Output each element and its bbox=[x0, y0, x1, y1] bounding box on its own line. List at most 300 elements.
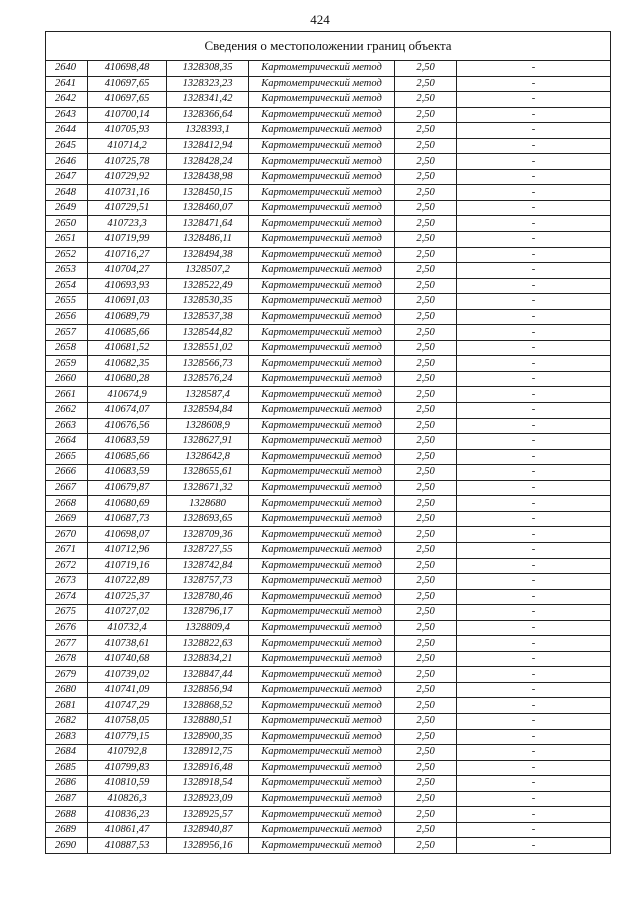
point-number-cell: 2667 bbox=[46, 480, 88, 496]
point-number-cell: 2644 bbox=[46, 123, 88, 139]
accuracy-cell: 2,50 bbox=[395, 325, 457, 341]
accuracy-cell: 2,50 bbox=[395, 511, 457, 527]
method-cell: Картометрический метод bbox=[249, 387, 395, 403]
method-cell: Картометрический метод bbox=[249, 434, 395, 450]
x-coordinate-cell: 410731,16 bbox=[88, 185, 167, 201]
description-cell: - bbox=[457, 123, 611, 139]
y-coordinate-cell: 1328757,73 bbox=[167, 574, 249, 590]
x-coordinate-cell: 410719,16 bbox=[88, 558, 167, 574]
accuracy-cell: 2,50 bbox=[395, 527, 457, 543]
method-cell: Картометрический метод bbox=[249, 760, 395, 776]
x-coordinate-cell: 410799,83 bbox=[88, 760, 167, 776]
y-coordinate-cell: 1328341,42 bbox=[167, 92, 249, 108]
y-coordinate-cell: 1328925,57 bbox=[167, 807, 249, 823]
x-coordinate-cell: 410679,87 bbox=[88, 480, 167, 496]
x-coordinate-cell: 410676,56 bbox=[88, 418, 167, 434]
table-row bbox=[46, 667, 611, 683]
y-coordinate-cell: 1328822,63 bbox=[167, 636, 249, 652]
x-coordinate-cell: 410698,07 bbox=[88, 527, 167, 543]
accuracy-cell: 2,50 bbox=[395, 403, 457, 419]
accuracy-cell: 2,50 bbox=[395, 667, 457, 683]
table-row bbox=[46, 138, 611, 154]
description-cell: - bbox=[457, 496, 611, 512]
x-coordinate-cell: 410792,8 bbox=[88, 745, 167, 761]
accuracy-cell: 2,50 bbox=[395, 620, 457, 636]
accuracy-cell: 2,50 bbox=[395, 371, 457, 387]
point-number-cell: 2669 bbox=[46, 511, 88, 527]
boundary-coordinates-table bbox=[45, 31, 611, 854]
table-row bbox=[46, 465, 611, 481]
x-coordinate-cell: 410741,09 bbox=[88, 682, 167, 698]
x-coordinate-cell: 410887,53 bbox=[88, 838, 167, 854]
method-cell: Картометрический метод bbox=[249, 636, 395, 652]
method-cell: Картометрический метод bbox=[249, 791, 395, 807]
method-cell: Картометрический метод bbox=[249, 822, 395, 838]
point-number-cell: 2685 bbox=[46, 760, 88, 776]
accuracy-cell: 2,50 bbox=[395, 465, 457, 481]
method-cell: Картометрический метод bbox=[249, 371, 395, 387]
x-coordinate-cell: 410683,59 bbox=[88, 465, 167, 481]
accuracy-cell: 2,50 bbox=[395, 154, 457, 170]
x-coordinate-cell: 410674,9 bbox=[88, 387, 167, 403]
y-coordinate-cell: 1328308,35 bbox=[167, 61, 249, 77]
y-coordinate-cell: 1328438,98 bbox=[167, 169, 249, 185]
table-row bbox=[46, 651, 611, 667]
description-cell: - bbox=[457, 449, 611, 465]
method-cell: Картометрический метод bbox=[249, 667, 395, 683]
method-cell: Картометрический метод bbox=[249, 263, 395, 279]
point-number-cell: 2674 bbox=[46, 589, 88, 605]
description-cell: - bbox=[457, 138, 611, 154]
description-cell: - bbox=[457, 169, 611, 185]
accuracy-cell: 2,50 bbox=[395, 61, 457, 77]
x-coordinate-cell: 410732,4 bbox=[88, 620, 167, 636]
method-cell: Картометрический метод bbox=[249, 745, 395, 761]
method-cell: Картометрический метод bbox=[249, 480, 395, 496]
description-cell: - bbox=[457, 558, 611, 574]
point-number-cell: 2649 bbox=[46, 200, 88, 216]
method-cell: Картометрический метод bbox=[249, 589, 395, 605]
description-cell: - bbox=[457, 589, 611, 605]
description-cell: - bbox=[457, 76, 611, 92]
method-cell: Картометрический метод bbox=[249, 107, 395, 123]
y-coordinate-cell: 1328912,75 bbox=[167, 745, 249, 761]
x-coordinate-cell: 410691,03 bbox=[88, 294, 167, 310]
y-coordinate-cell: 1328880,51 bbox=[167, 713, 249, 729]
y-coordinate-cell: 1328796,17 bbox=[167, 605, 249, 621]
accuracy-cell: 2,50 bbox=[395, 496, 457, 512]
x-coordinate-cell: 410716,27 bbox=[88, 247, 167, 263]
method-cell: Картометрический метод bbox=[249, 61, 395, 77]
y-coordinate-cell: 1328900,35 bbox=[167, 729, 249, 745]
method-cell: Картометрический метод bbox=[249, 138, 395, 154]
accuracy-cell: 2,50 bbox=[395, 791, 457, 807]
method-cell: Картометрический метод bbox=[249, 232, 395, 248]
method-cell: Картометрический метод bbox=[249, 496, 395, 512]
table-row bbox=[46, 838, 611, 854]
table-row bbox=[46, 294, 611, 310]
accuracy-cell: 2,50 bbox=[395, 294, 457, 310]
description-cell: - bbox=[457, 92, 611, 108]
x-coordinate-cell: 410681,52 bbox=[88, 340, 167, 356]
x-coordinate-cell: 410719,99 bbox=[88, 232, 167, 248]
method-cell: Картометрический метод bbox=[249, 309, 395, 325]
x-coordinate-cell: 410682,35 bbox=[88, 356, 167, 372]
method-cell: Картометрический метод bbox=[249, 838, 395, 854]
y-coordinate-cell: 1328587,4 bbox=[167, 387, 249, 403]
description-cell: - bbox=[457, 807, 611, 823]
table-row bbox=[46, 605, 611, 621]
y-coordinate-cell: 1328680 bbox=[167, 496, 249, 512]
method-cell: Картометрический метод bbox=[249, 418, 395, 434]
description-cell: - bbox=[457, 263, 611, 279]
accuracy-cell: 2,50 bbox=[395, 449, 457, 465]
accuracy-cell: 2,50 bbox=[395, 92, 457, 108]
accuracy-cell: 2,50 bbox=[395, 76, 457, 92]
point-number-cell: 2657 bbox=[46, 325, 88, 341]
accuracy-cell: 2,50 bbox=[395, 776, 457, 792]
y-coordinate-cell: 1328576,24 bbox=[167, 371, 249, 387]
accuracy-cell: 2,50 bbox=[395, 589, 457, 605]
table-row bbox=[46, 154, 611, 170]
table-row bbox=[46, 325, 611, 341]
description-cell: - bbox=[457, 527, 611, 543]
method-cell: Картометрический метод bbox=[249, 605, 395, 621]
description-cell: - bbox=[457, 294, 611, 310]
x-coordinate-cell: 410704,27 bbox=[88, 263, 167, 279]
point-number-cell: 2677 bbox=[46, 636, 88, 652]
description-cell: - bbox=[457, 371, 611, 387]
y-coordinate-cell: 1328868,52 bbox=[167, 698, 249, 714]
method-cell: Картометрический метод bbox=[249, 278, 395, 294]
table-row bbox=[46, 92, 611, 108]
table-row bbox=[46, 76, 611, 92]
y-coordinate-cell: 1328544,82 bbox=[167, 325, 249, 341]
accuracy-cell: 2,50 bbox=[395, 138, 457, 154]
point-number-cell: 2641 bbox=[46, 76, 88, 92]
table-row bbox=[46, 574, 611, 590]
description-cell: - bbox=[457, 698, 611, 714]
point-number-cell: 2653 bbox=[46, 263, 88, 279]
description-cell: - bbox=[457, 605, 611, 621]
point-number-cell: 2643 bbox=[46, 107, 88, 123]
method-cell: Картометрический метод bbox=[249, 465, 395, 481]
point-number-cell: 2688 bbox=[46, 807, 88, 823]
x-coordinate-cell: 410689,79 bbox=[88, 309, 167, 325]
table-row bbox=[46, 387, 611, 403]
accuracy-cell: 2,50 bbox=[395, 434, 457, 450]
x-coordinate-cell: 410739,02 bbox=[88, 667, 167, 683]
y-coordinate-cell: 1328847,44 bbox=[167, 667, 249, 683]
point-number-cell: 2687 bbox=[46, 791, 88, 807]
method-cell: Картометрический метод bbox=[249, 776, 395, 792]
accuracy-cell: 2,50 bbox=[395, 263, 457, 279]
point-number-cell: 2647 bbox=[46, 169, 88, 185]
x-coordinate-cell: 410680,28 bbox=[88, 371, 167, 387]
description-cell: - bbox=[457, 729, 611, 745]
accuracy-cell: 2,50 bbox=[395, 216, 457, 232]
accuracy-cell: 2,50 bbox=[395, 713, 457, 729]
point-number-cell: 2660 bbox=[46, 371, 88, 387]
table-row bbox=[46, 200, 611, 216]
point-number-cell: 2670 bbox=[46, 527, 88, 543]
accuracy-cell: 2,50 bbox=[395, 169, 457, 185]
description-cell: - bbox=[457, 682, 611, 698]
description-cell: - bbox=[457, 418, 611, 434]
method-cell: Картометрический метод bbox=[249, 574, 395, 590]
y-coordinate-cell: 1328627,91 bbox=[167, 434, 249, 450]
accuracy-cell: 2,50 bbox=[395, 418, 457, 434]
table-row bbox=[46, 247, 611, 263]
table-row bbox=[46, 791, 611, 807]
y-coordinate-cell: 1328856,94 bbox=[167, 682, 249, 698]
x-coordinate-cell: 410740,68 bbox=[88, 651, 167, 667]
point-number-cell: 2651 bbox=[46, 232, 88, 248]
x-coordinate-cell: 410693,93 bbox=[88, 278, 167, 294]
table-row bbox=[46, 542, 611, 558]
accuracy-cell: 2,50 bbox=[395, 729, 457, 745]
x-coordinate-cell: 410747,29 bbox=[88, 698, 167, 714]
point-number-cell: 2654 bbox=[46, 278, 88, 294]
table-row bbox=[46, 807, 611, 823]
point-number-cell: 2640 bbox=[46, 61, 88, 77]
description-cell: - bbox=[457, 107, 611, 123]
y-coordinate-cell: 1328916,48 bbox=[167, 760, 249, 776]
point-number-cell: 2678 bbox=[46, 651, 88, 667]
y-coordinate-cell: 1328494,38 bbox=[167, 247, 249, 263]
point-number-cell: 2679 bbox=[46, 667, 88, 683]
table-row bbox=[46, 558, 611, 574]
description-cell: - bbox=[457, 356, 611, 372]
method-cell: Картометрический метод bbox=[249, 356, 395, 372]
method-cell: Картометрический метод bbox=[249, 449, 395, 465]
description-cell: - bbox=[457, 61, 611, 77]
y-coordinate-cell: 1328642,8 bbox=[167, 449, 249, 465]
y-coordinate-cell: 1328522,49 bbox=[167, 278, 249, 294]
point-number-cell: 2680 bbox=[46, 682, 88, 698]
description-cell: - bbox=[457, 574, 611, 590]
y-coordinate-cell: 1328412,94 bbox=[167, 138, 249, 154]
description-cell: - bbox=[457, 713, 611, 729]
method-cell: Картометрический метод bbox=[249, 807, 395, 823]
description-cell: - bbox=[457, 511, 611, 527]
method-cell: Картометрический метод bbox=[249, 169, 395, 185]
x-coordinate-cell: 410698,48 bbox=[88, 61, 167, 77]
point-number-cell: 2645 bbox=[46, 138, 88, 154]
method-cell: Картометрический метод bbox=[249, 620, 395, 636]
description-cell: - bbox=[457, 480, 611, 496]
accuracy-cell: 2,50 bbox=[395, 605, 457, 621]
y-coordinate-cell: 1328709,36 bbox=[167, 527, 249, 543]
table-row bbox=[46, 216, 611, 232]
accuracy-cell: 2,50 bbox=[395, 542, 457, 558]
y-coordinate-cell: 1328551,02 bbox=[167, 340, 249, 356]
x-coordinate-cell: 410685,66 bbox=[88, 449, 167, 465]
description-cell: - bbox=[457, 185, 611, 201]
method-cell: Картометрический метод bbox=[249, 185, 395, 201]
description-cell: - bbox=[457, 325, 611, 341]
accuracy-cell: 2,50 bbox=[395, 232, 457, 248]
accuracy-cell: 2,50 bbox=[395, 574, 457, 590]
table-row bbox=[46, 403, 611, 419]
accuracy-cell: 2,50 bbox=[395, 309, 457, 325]
description-cell: - bbox=[457, 200, 611, 216]
table-row bbox=[46, 418, 611, 434]
accuracy-cell: 2,50 bbox=[395, 760, 457, 776]
x-coordinate-cell: 410714,2 bbox=[88, 138, 167, 154]
y-coordinate-cell: 1328608,9 bbox=[167, 418, 249, 434]
point-number-cell: 2676 bbox=[46, 620, 88, 636]
method-cell: Картометрический метод bbox=[249, 542, 395, 558]
table-row bbox=[46, 776, 611, 792]
point-number-cell: 2673 bbox=[46, 574, 88, 590]
method-cell: Картометрический метод bbox=[249, 123, 395, 139]
x-coordinate-cell: 410680,69 bbox=[88, 496, 167, 512]
y-coordinate-cell: 1328471,64 bbox=[167, 216, 249, 232]
description-cell: - bbox=[457, 760, 611, 776]
method-cell: Картометрический метод bbox=[249, 403, 395, 419]
description-cell: - bbox=[457, 247, 611, 263]
x-coordinate-cell: 410861,47 bbox=[88, 822, 167, 838]
method-cell: Картометрический метод bbox=[249, 247, 395, 263]
point-number-cell: 2663 bbox=[46, 418, 88, 434]
method-cell: Картометрический метод bbox=[249, 325, 395, 341]
method-cell: Картометрический метод bbox=[249, 651, 395, 667]
method-cell: Картометрический метод bbox=[249, 729, 395, 745]
table-row bbox=[46, 449, 611, 465]
method-cell: Картометрический метод bbox=[249, 76, 395, 92]
description-cell: - bbox=[457, 542, 611, 558]
y-coordinate-cell: 1328366,64 bbox=[167, 107, 249, 123]
y-coordinate-cell: 1328323,23 bbox=[167, 76, 249, 92]
table-row bbox=[46, 61, 611, 77]
description-cell: - bbox=[457, 403, 611, 419]
description-cell: - bbox=[457, 651, 611, 667]
x-coordinate-cell: 410779,15 bbox=[88, 729, 167, 745]
method-cell: Картометрический метод bbox=[249, 216, 395, 232]
method-cell: Картометрический метод bbox=[249, 698, 395, 714]
point-number-cell: 2656 bbox=[46, 309, 88, 325]
description-cell: - bbox=[457, 309, 611, 325]
y-coordinate-cell: 1328450,15 bbox=[167, 185, 249, 201]
table-row bbox=[46, 232, 611, 248]
x-coordinate-cell: 410836,23 bbox=[88, 807, 167, 823]
accuracy-cell: 2,50 bbox=[395, 698, 457, 714]
point-number-cell: 2668 bbox=[46, 496, 88, 512]
accuracy-cell: 2,50 bbox=[395, 807, 457, 823]
point-number-cell: 2661 bbox=[46, 387, 88, 403]
x-coordinate-cell: 410697,65 bbox=[88, 92, 167, 108]
description-cell: - bbox=[457, 278, 611, 294]
y-coordinate-cell: 1328727,55 bbox=[167, 542, 249, 558]
y-coordinate-cell: 1328671,32 bbox=[167, 480, 249, 496]
x-coordinate-cell: 410674,07 bbox=[88, 403, 167, 419]
table-row bbox=[46, 309, 611, 325]
x-coordinate-cell: 410725,78 bbox=[88, 154, 167, 170]
point-number-cell: 2681 bbox=[46, 698, 88, 714]
y-coordinate-cell: 1328530,35 bbox=[167, 294, 249, 310]
description-cell: - bbox=[457, 667, 611, 683]
method-cell: Картометрический метод bbox=[249, 527, 395, 543]
method-cell: Картометрический метод bbox=[249, 154, 395, 170]
table-row bbox=[46, 263, 611, 279]
point-number-cell: 2683 bbox=[46, 729, 88, 745]
y-coordinate-cell: 1328780,46 bbox=[167, 589, 249, 605]
table-header-row bbox=[46, 32, 611, 61]
table-row bbox=[46, 107, 611, 123]
description-cell: - bbox=[457, 745, 611, 761]
x-coordinate-cell: 410826,3 bbox=[88, 791, 167, 807]
x-coordinate-cell: 410729,51 bbox=[88, 200, 167, 216]
description-cell: - bbox=[457, 838, 611, 854]
y-coordinate-cell: 1328923,09 bbox=[167, 791, 249, 807]
y-coordinate-cell: 1328594,84 bbox=[167, 403, 249, 419]
table-row bbox=[46, 340, 611, 356]
description-cell: - bbox=[457, 822, 611, 838]
accuracy-cell: 2,50 bbox=[395, 480, 457, 496]
table-title: Сведения о местоположении границ объекта bbox=[46, 32, 611, 61]
x-coordinate-cell: 410685,66 bbox=[88, 325, 167, 341]
table-row bbox=[46, 682, 611, 698]
table-row bbox=[46, 278, 611, 294]
table-row bbox=[46, 713, 611, 729]
point-number-cell: 2659 bbox=[46, 356, 88, 372]
description-cell: - bbox=[457, 465, 611, 481]
table-row bbox=[46, 589, 611, 605]
description-cell: - bbox=[457, 387, 611, 403]
point-number-cell: 2642 bbox=[46, 92, 88, 108]
x-coordinate-cell: 410722,89 bbox=[88, 574, 167, 590]
method-cell: Картометрический метод bbox=[249, 713, 395, 729]
point-number-cell: 2686 bbox=[46, 776, 88, 792]
accuracy-cell: 2,50 bbox=[395, 745, 457, 761]
accuracy-cell: 2,50 bbox=[395, 123, 457, 139]
table-row bbox=[46, 620, 611, 636]
description-cell: - bbox=[457, 636, 611, 652]
method-cell: Картометрический метод bbox=[249, 340, 395, 356]
table-row bbox=[46, 123, 611, 139]
accuracy-cell: 2,50 bbox=[395, 356, 457, 372]
point-number-cell: 2672 bbox=[46, 558, 88, 574]
accuracy-cell: 2,50 bbox=[395, 247, 457, 263]
table-row bbox=[46, 434, 611, 450]
x-coordinate-cell: 410705,93 bbox=[88, 123, 167, 139]
table-row bbox=[46, 822, 611, 838]
y-coordinate-cell: 1328940,87 bbox=[167, 822, 249, 838]
x-coordinate-cell: 410758,05 bbox=[88, 713, 167, 729]
accuracy-cell: 2,50 bbox=[395, 278, 457, 294]
description-cell: - bbox=[457, 154, 611, 170]
x-coordinate-cell: 410683,59 bbox=[88, 434, 167, 450]
x-coordinate-cell: 410700,14 bbox=[88, 107, 167, 123]
x-coordinate-cell: 410725,37 bbox=[88, 589, 167, 605]
accuracy-cell: 2,50 bbox=[395, 340, 457, 356]
accuracy-cell: 2,50 bbox=[395, 651, 457, 667]
accuracy-cell: 2,50 bbox=[395, 838, 457, 854]
point-number-cell: 2675 bbox=[46, 605, 88, 621]
point-number-cell: 2650 bbox=[46, 216, 88, 232]
table-row bbox=[46, 760, 611, 776]
description-cell: - bbox=[457, 434, 611, 450]
y-coordinate-cell: 1328742,84 bbox=[167, 558, 249, 574]
accuracy-cell: 2,50 bbox=[395, 200, 457, 216]
point-number-cell: 2652 bbox=[46, 247, 88, 263]
y-coordinate-cell: 1328693,65 bbox=[167, 511, 249, 527]
point-number-cell: 2646 bbox=[46, 154, 88, 170]
x-coordinate-cell: 410687,73 bbox=[88, 511, 167, 527]
x-coordinate-cell: 410729,92 bbox=[88, 169, 167, 185]
y-coordinate-cell: 1328393,1 bbox=[167, 123, 249, 139]
